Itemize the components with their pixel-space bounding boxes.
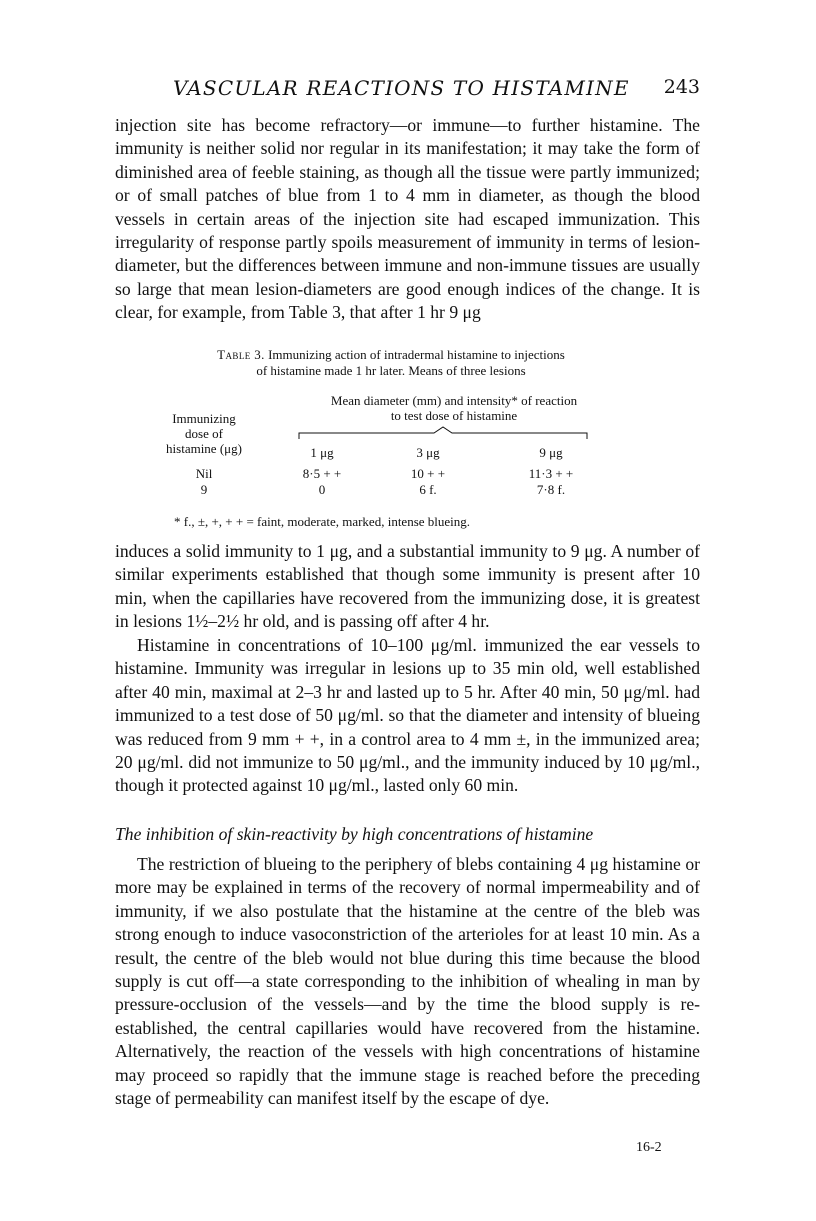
row-nil-1ug-value: 8·5 + + [302,466,342,481]
paragraph-3 [115,634,700,798]
column-group-header-line-2: to test dose of histamine [390,408,518,423]
row-nil-3ug-value: 10 + + [410,466,446,481]
table-caption-line-2: of histamine made 1 hr later. Means of three lesions [256,363,526,378]
paragraph-2 [115,540,700,634]
row-nil-9ug-value: 11·3 + + [528,466,574,481]
row-nil-dose: Nil [195,466,213,481]
paragraph-2-text: induces a solid immunity to 1 μg, and a substantial immunity to 9 μg. A number of similar experiments established that though some immunity is present after 10 min, when the capillaries have recovered from the immunizing dose, it is greatest in lesions 1½–2½ hr old, and is passing off after 4 hr. [115,541,700,632]
section-heading: The inhibition of skin-reactivity by high concentrations of histamine [115,824,594,844]
running-title: VASCULAR REACTIONS TO HISTAMINE [173,76,630,100]
folio-mark: 16-2 [636,1140,662,1155]
table-body [156,389,626,529]
table-caption-line-1: Immunizing action of intradermal histamine to injections [268,347,565,362]
row-9ug-1ug-value: 0 [318,482,326,497]
table-caption [156,347,626,379]
row-header-line-3: histamine (μg) [166,441,242,456]
table-3 [156,347,626,529]
table-label: Table 3. [217,347,265,362]
column-header-9ug: 9 μg [539,445,563,460]
row-header-line-1: Immunizing [172,411,236,426]
column-group-header-line-1: Mean diameter (mm) and intensity* of reaction [330,393,578,408]
page-number: 243 [663,76,700,98]
paragraph-1 [115,114,700,325]
column-group-brace [298,426,588,440]
paragraph-4 [115,853,700,1110]
row-9ug-9ug-value: 7·8 f. [536,482,566,497]
row-header-line-2: dose of [185,426,223,441]
table-footnote: * f., ±, +, + + = faint, moderate, marked, intense blueing. [174,514,471,529]
paragraph-3-text: Histamine in concentrations of 10–100 μg/ml. immunized the ear vessels to histamine. Immunity was irregular in lesions up to 35 min old, well established after 40 min, maximal at 2–3 hr and lasted up to 5 hr. After 40 min, 50 μg/ml. had immunized to a test dose of 50 μg/ml. so that the diameter and intensity of blueing was reduced from 9 mm + +, in a control area to 4 mm ±, in the immunized area; 20 μg/ml. did not immunize to 50 μg/ml., and the immunity induced by 10 μg/ml., though it protected against 10 μg/ml., lasted only 60 min. [115,635,700,796]
page-header [115,76,700,106]
column-header-3ug: 3 μg [416,445,440,460]
paragraph-1-text: injection site has become refractory—or immune—to further histamine. The immunity is neither solid nor regular in its manifestation; it may take the form of diminished area of feeble staining, as though all the tissue were partly immunized; or of small patches of blue from 1 to 4 mm in diameter, as though the blood vessels in certain areas of the injection site had escaped immunization. This irregularity of response partly spoils measurement of immunity in terms of lesion-diameter, but the differences between immune and non-immune tissues are usually so large that mean lesion-diameters are good enough indices of the change. It is clear, for example, from Table 3, that after 1 hr 9 μg [115,115,700,323]
row-9ug-dose: 9 [200,482,208,497]
row-9ug-3ug-value: 6 f. [419,482,437,497]
column-header-1ug: 1 μg [310,445,334,460]
paragraph-4-text: The restriction of blueing to the periphery of blebs containing 4 μg histamine or more may be explained in terms of the recovery of normal impermeability and of immunity, if we also postulate that the histamine at the centre of the bleb was strong enough to induce vasoconstriction of the arterioles for at least 10 min. As a result, the centre of the bleb would not blue during this time because the blood supply is cut off—a state corresponding to the inhibition of whealing in man by pressure-occlusion of the vessels—and by the time the blood supply is re-established, the central capillaries would have recovered from the histamine. Alternatively, the reaction of the vessels with high concentrations of histamine may proceed so rapidly that the immune stage is reached before the preceding stage of permeability can manifest itself by the escape of dye. [115,854,700,1109]
